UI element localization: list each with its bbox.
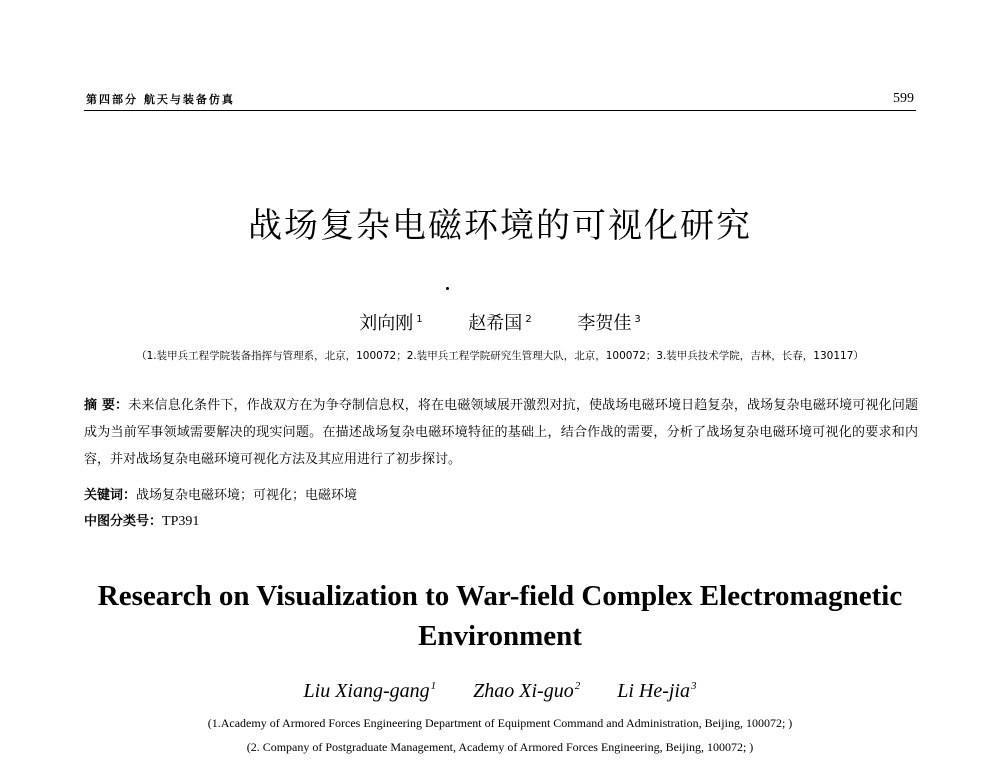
authors-chinese [0,309,1000,335]
classification-label: 中图分类号： [84,514,163,529]
classification-value: TP391 [162,514,200,529]
keywords-text: 战场复杂电磁环境；可视化；电磁环境 [136,488,358,503]
affiliation-english-1: (1.Academy of Armored Forces Engineering Department of Equipment Command and Administration, Beijing, 100072; ) [207,716,793,730]
author-cn-2: 赵希国 $^2$ [468,313,532,334]
abstract-text: 未来信息化条件下，作战双方在为争夺制信息权，将在电磁领域展开激烈对抗，使战场电磁环境日趋复杂，战场复杂电磁环境可视化问题成为当前军事领域需要解决的现实问题。在描述战场复杂电磁环境特征的基础上，结合作战的需要，分析了战场复杂电磁环境可视化的要求和内容，并对战场复杂电磁环境可视化方法及其应用进行了初步探讨。 [84,398,918,467]
title-english: Research on Visualization to War-field Complex Electromagnetic Environment [97,580,903,652]
section-label: 第四部分 航天与装备仿真 [86,93,235,106]
decorative-dot [446,287,449,290]
author-en-1: Liu Xiang-gang$^1$ [303,680,437,702]
affiliation-chinese: （1.装甲兵工程学院装备指挥与管理系，北京，100072；2.装甲兵工程学院研究生管理大队，北京，100072；3.装甲兵技术学院，吉林，长春，130117） [136,350,864,362]
abstract-chinese [84,392,918,473]
title-chinese: 战场复杂电磁环境的可视化研究 [248,206,752,246]
author-cn-3: 李贺佳 $^3$ [577,313,641,334]
affiliation-english-2: (2. Company of Postgraduate Management, Academy of Armored Forces Engineering, Beijing, 100072; ) [246,740,754,754]
classification-number [84,510,199,530]
author-cn-1: 刘向刚 $^1$ [359,313,423,334]
keywords-chinese [84,484,357,503]
page-number: 599 [893,91,914,106]
author-en-3: Li He-jia$^3$ [617,680,697,702]
authors-english [0,680,1000,703]
keywords-label: 关键词： [84,488,137,503]
author-en-2: Zhao Xi-guo$^2$ [473,680,581,702]
running-header [84,88,916,111]
abstract-label: 摘 要： [84,398,129,413]
